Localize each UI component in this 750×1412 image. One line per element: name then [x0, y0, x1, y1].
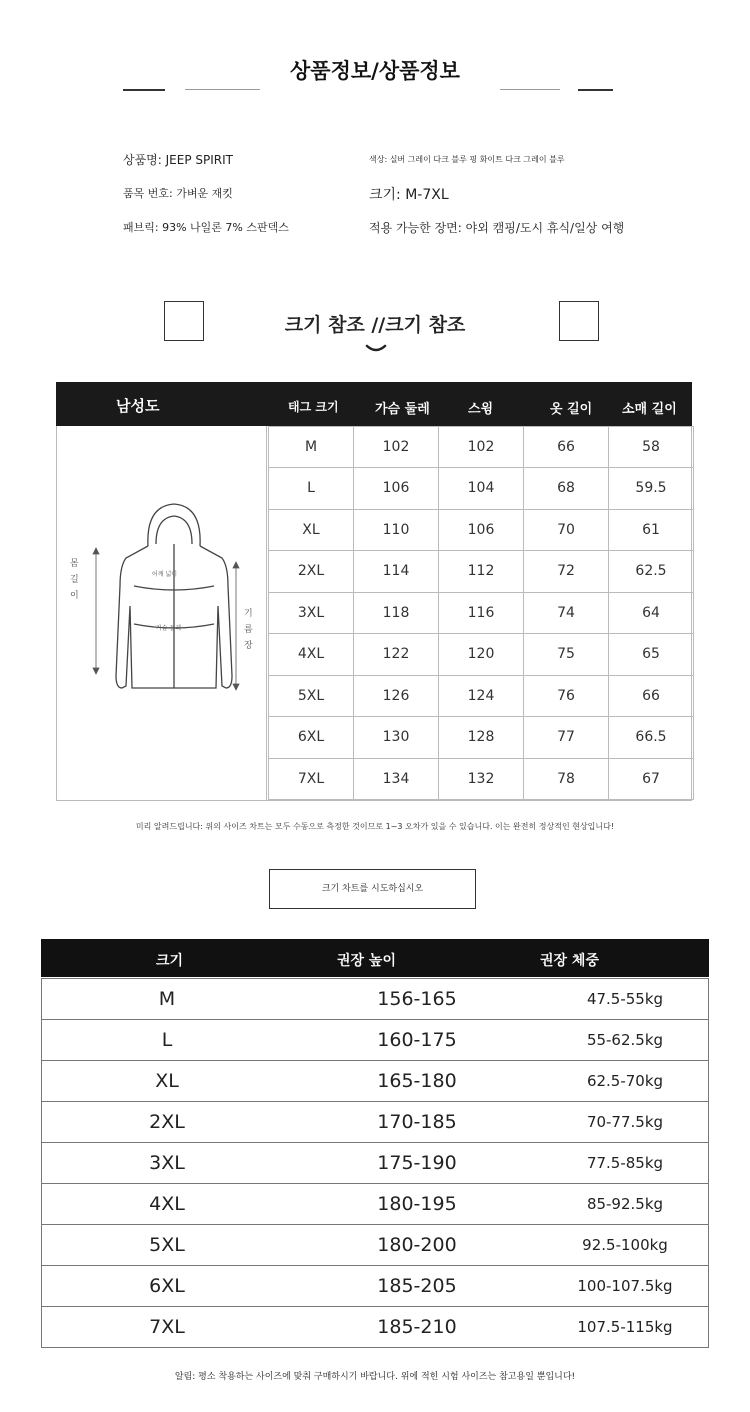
table-row: [42, 1184, 709, 1225]
table-cell: 61: [609, 509, 694, 551]
table-row: [269, 758, 694, 800]
table-cell: 116: [439, 592, 524, 634]
table-cell: 67: [609, 758, 694, 800]
table-cell: 107.5-115kg: [542, 1307, 709, 1348]
label-body-length-3: 이: [70, 591, 79, 601]
table-cell: 102: [439, 427, 524, 468]
table-row: [269, 592, 694, 634]
table-row: [269, 551, 694, 593]
table-row: [269, 427, 694, 468]
label-body-length-1: 몸: [70, 559, 79, 569]
table-cell: 128: [439, 717, 524, 759]
table-cell: 75: [524, 634, 609, 676]
title-underline-left: [123, 89, 165, 91]
diagram-title: 남성도: [116, 397, 160, 415]
col-chest: 가슴 둘레: [375, 402, 430, 417]
table-cell: 6XL: [42, 1266, 293, 1307]
table-row: [269, 634, 694, 676]
table-cell: L: [42, 1020, 293, 1061]
table-row: [42, 1225, 709, 1266]
table-cell: 180-195: [292, 1184, 542, 1225]
table-cell: 92.5-100kg: [542, 1225, 709, 1266]
title-underline-right: [578, 89, 613, 91]
table-cell: 112: [439, 551, 524, 593]
table-row: [269, 509, 694, 551]
col-tag-size: 태그 크기: [288, 400, 339, 414]
table-cell: 106: [439, 509, 524, 551]
color-info: 색상: 실버 그레이 다크 블루 핑 화이트 다크 그레이 블루: [369, 155, 565, 164]
table-cell: 59.5: [609, 468, 694, 510]
table-cell: 85-92.5kg: [542, 1184, 709, 1225]
table-cell: 5XL: [269, 675, 354, 717]
label-body-length-2: 길: [70, 575, 79, 585]
reco-table: [41, 978, 709, 1348]
table-cell: 170-185: [292, 1102, 542, 1143]
label-shoulder: 어깨 넓이: [152, 571, 178, 578]
table-cell: 3XL: [42, 1143, 293, 1184]
table-cell: M: [269, 427, 354, 468]
table-cell: 2XL: [269, 551, 354, 593]
table-cell: 120: [439, 634, 524, 676]
jacket-diagram: [56, 426, 267, 801]
table-cell: 165-180: [292, 1061, 542, 1102]
footer-note: 알림: 평소 착용하는 사이즈에 맞춰 구매하시기 바랍니다. 위에 적힌 시험 사이즈는 참고용일 뿐입니다!: [174, 1372, 576, 1382]
product-name: 상품명: JEEP SPIRIT: [123, 153, 233, 167]
table-cell: L: [269, 468, 354, 510]
label-chest: 가슴 둘레: [156, 625, 182, 632]
label-sleeve-3: 장: [244, 641, 253, 651]
chevron-down-icon: [365, 343, 387, 357]
table-cell: 70-77.5kg: [542, 1102, 709, 1143]
table-row: [269, 468, 694, 510]
table-cell: 72: [524, 551, 609, 593]
table-cell: 77.5-85kg: [542, 1143, 709, 1184]
table-cell: 124: [439, 675, 524, 717]
table-cell: 3XL: [269, 592, 354, 634]
table-cell: 114: [354, 551, 439, 593]
title-underline-right-2: [500, 89, 560, 90]
table-row: [269, 675, 694, 717]
table-cell: 175-190: [292, 1143, 542, 1184]
table-cell: 134: [354, 758, 439, 800]
table-cell: 62.5-70kg: [542, 1061, 709, 1102]
table-cell: 77: [524, 717, 609, 759]
table-cell: 47.5-55kg: [542, 979, 709, 1020]
table-cell: 132: [439, 758, 524, 800]
usage-scenes: 적용 가능한 장면: 야외 캠핑/도시 휴식/일상 여행: [369, 221, 625, 235]
col-size: 크기: [156, 953, 184, 969]
table-cell: 66.5: [609, 717, 694, 759]
table-cell: 104: [439, 468, 524, 510]
table-cell: 156-165: [292, 979, 542, 1020]
size-reference-title: 크기 참조 //크기 참조: [284, 314, 466, 336]
col-height: 권장 높이: [337, 953, 396, 969]
table-cell: 122: [354, 634, 439, 676]
jacket-outline-icon: [56, 426, 266, 801]
table-cell: 5XL: [42, 1225, 293, 1266]
table-cell: 100-107.5kg: [542, 1266, 709, 1307]
table-cell: 78: [524, 758, 609, 800]
table-cell: 58: [609, 427, 694, 468]
size-table-header: [56, 382, 692, 426]
table-cell: 68: [524, 468, 609, 510]
page-title: 상품정보/상품정보: [290, 59, 460, 83]
try-size-chart-button[interactable]: 크기 차트를 시도하십시오: [269, 869, 476, 909]
table-cell: 64: [609, 592, 694, 634]
table-cell: 185-205: [292, 1266, 542, 1307]
table-cell: 106: [354, 468, 439, 510]
label-sleeve-2: 름: [244, 625, 253, 635]
table-cell: 102: [354, 427, 439, 468]
table-cell: 7XL: [269, 758, 354, 800]
table-cell: 4XL: [269, 634, 354, 676]
table-cell: 76: [524, 675, 609, 717]
table-cell: 6XL: [269, 717, 354, 759]
table-cell: 4XL: [42, 1184, 293, 1225]
table-cell: XL: [42, 1061, 293, 1102]
table-cell: 126: [354, 675, 439, 717]
col-sleeve: 소매 길이: [622, 402, 677, 417]
table-cell: 55-62.5kg: [542, 1020, 709, 1061]
table-cell: 180-200: [292, 1225, 542, 1266]
table-row: [269, 717, 694, 759]
table-cell: 130: [354, 717, 439, 759]
table-row: [42, 1020, 709, 1061]
fabric-info: 패브릭: 93% 나일론 7% 스판덱스: [123, 221, 289, 234]
size-range: 크기: M-7XL: [369, 187, 449, 203]
reco-table-header: [41, 939, 709, 977]
table-cell: 7XL: [42, 1307, 293, 1348]
table-row: [42, 1266, 709, 1307]
table-cell: 110: [354, 509, 439, 551]
table-cell: 74: [524, 592, 609, 634]
item-number: 품목 번호: 가벼운 재킷: [123, 187, 233, 200]
table-cell: 70: [524, 509, 609, 551]
table-cell: M: [42, 979, 293, 1020]
measurement-note: 미리 알려드립니다: 위의 사이즈 차트는 모두 수동으로 측정한 것이므로 1~3 오차가 있을 수 있습니다. 이는 완전히 정상적인 현상입니다!: [135, 822, 615, 831]
table-cell: 160-175: [292, 1020, 542, 1061]
label-sleeve-1: 기: [244, 609, 253, 619]
table-row: [42, 979, 709, 1020]
table-row: [42, 1143, 709, 1184]
size-table: [268, 426, 694, 800]
col-weight: 권장 체중: [540, 953, 599, 969]
table-cell: 62.5: [609, 551, 694, 593]
table-cell: 66: [524, 427, 609, 468]
title-underline-left-2: [185, 89, 260, 90]
table-cell: 2XL: [42, 1102, 293, 1143]
col-length: 옷 길이: [550, 402, 593, 417]
table-cell: 118: [354, 592, 439, 634]
table-row: [42, 1307, 709, 1348]
table-row: [42, 1102, 709, 1143]
table-cell: 65: [609, 634, 694, 676]
table-cell: 66: [609, 675, 694, 717]
table-cell: 185-210: [292, 1307, 542, 1348]
table-row: [42, 1061, 709, 1102]
table-cell: XL: [269, 509, 354, 551]
col-swing: 스윙: [468, 402, 494, 417]
